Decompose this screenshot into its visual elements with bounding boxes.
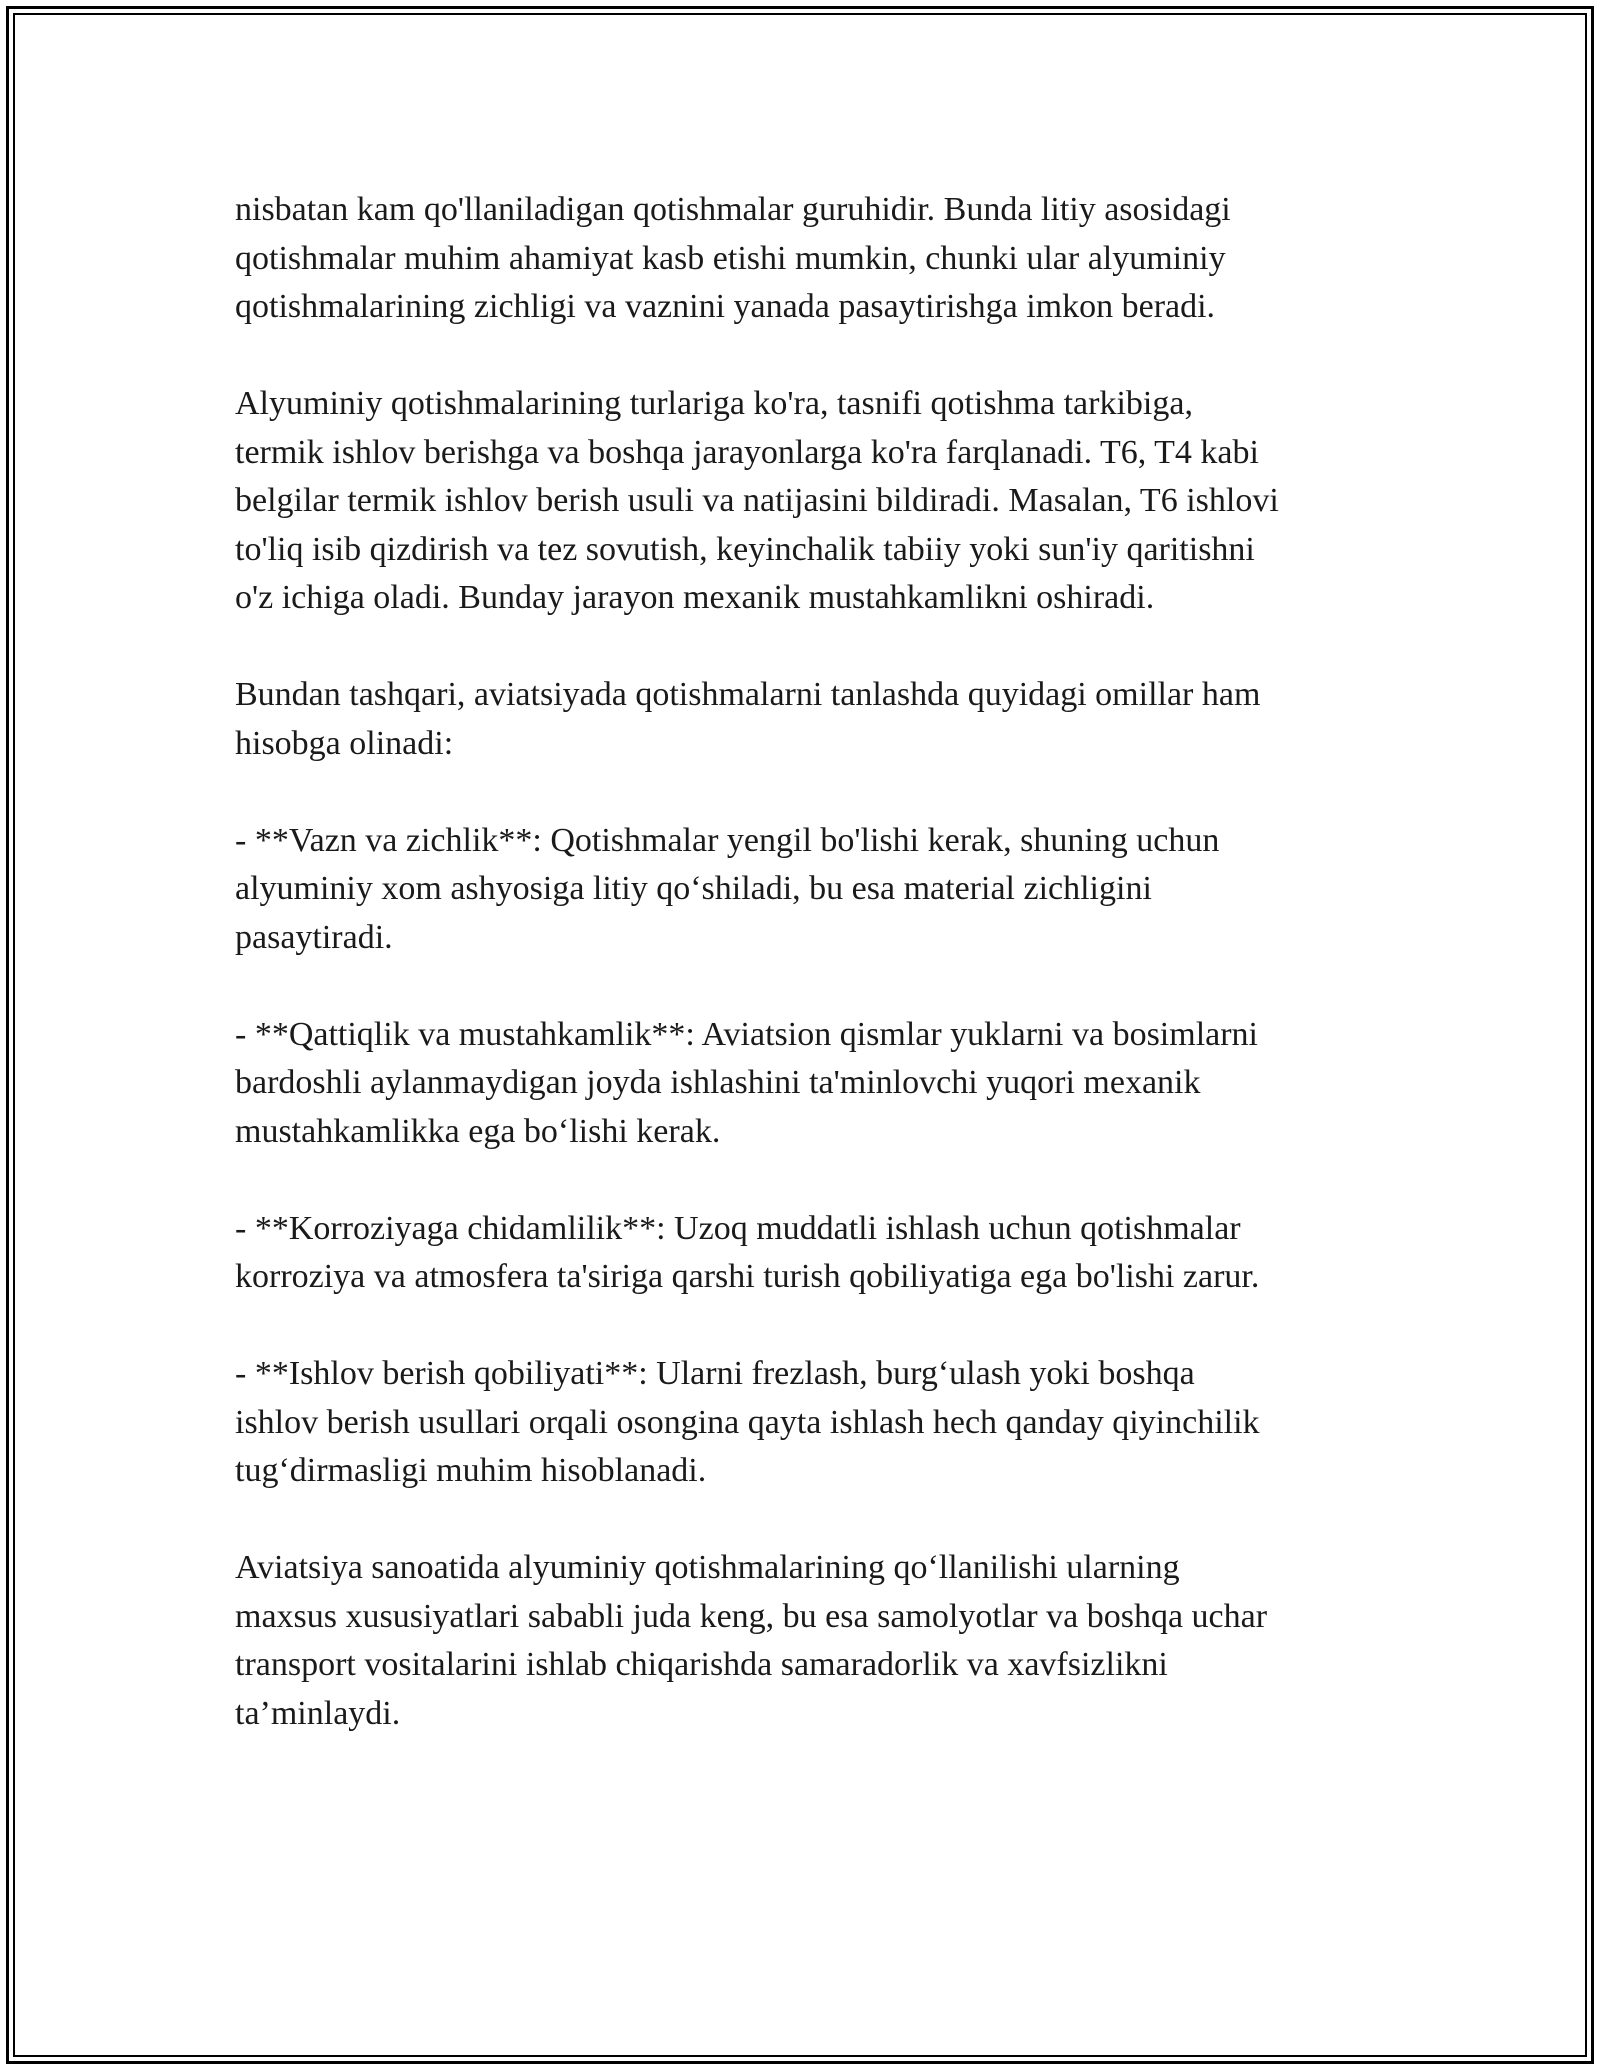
list-item-corrosion-resistance: - **Korroziyaga chidamlilik**: Uzoq muddatli ishlash uchun qotishmalar korroziya va atmosfera ta'siriga qarshi turish qobiliyatiga ega bo'lishi zarur. <box>235 1209 1260 1295</box>
document-body <box>235 186 1380 1738</box>
list-item-hardness-strength: - **Qattiqlik va mustahkamlik**: Aviatsion qismlar yuklarni va bosimlarni bardoshli aylanmaydigan joyda ishlashini ta'minlovchi yuqori mexanik mustahkamlikka ega bo‘lishi kerak. <box>235 1015 1259 1150</box>
paragraph-lithium-alloys: nisbatan kam qo'llaniladigan qotishmalar guruhidir. Bunda litiy asosidagi qotishmalar muhim ahamiyat kasb etishi mumkin, chunki ular alyuminiy qotishmalarining zichligi va vaznini yanada pasaytirishga imkon beradi. <box>235 191 1231 325</box>
paragraph-heat-treatment: Alyuminiy qotishmalarining turlariga ko'ra, tasnifi qotishma tarkibiga, termik ishlov berishga va boshqa jarayonlarga ko'ra farqlanadi. T6, T4 kabi belgilar termik ishlov berish usuli va natijasini bildiradi. Masalan, T6 ishlovi to'liq isib qizdirish va tez sovutish, keyinchalik tabiiy yoki sun'iy qaritishni o'z ichiga oladi. Bunday jarayon mexanik mustahkamlikni oshiradi. <box>235 385 1279 616</box>
list-item-weight-density: - **Vazn va zichlik**: Qotishmalar yengil bo'lishi kerak, shuning uchun alyuminiy xom ashyosiga litiy qo‘shiladi, bu esa material zichligini pasaytiradi. <box>235 821 1220 956</box>
paragraph-selection-factors-intro: Bundan tashqari, aviatsiyada qotishmalarni tanlashda quyidagi omillar ham hisobga olinadi: <box>235 676 1261 762</box>
paragraph-conclusion: Aviatsiya sanoatida alyuminiy qotishmalarining qo‘llanilishi ularning maxsus xususiyatlari sababli juda keng, bu esa samolyotlar va boshqa uchar transport vositalarini ishlab chiqarishda samaradorlik va xavfsizlikni ta’minlaydi. <box>235 1549 1268 1732</box>
list-item-machinability: - **Ishlov berish qobiliyati**: Ularni frezlash, burg‘ulash yoki boshqa ishlov berish usullari orqali osongina qayta ishlash hech qanday qiyinchilik tug‘dirmasligi muhim hisoblanadi. <box>235 1355 1260 1489</box>
